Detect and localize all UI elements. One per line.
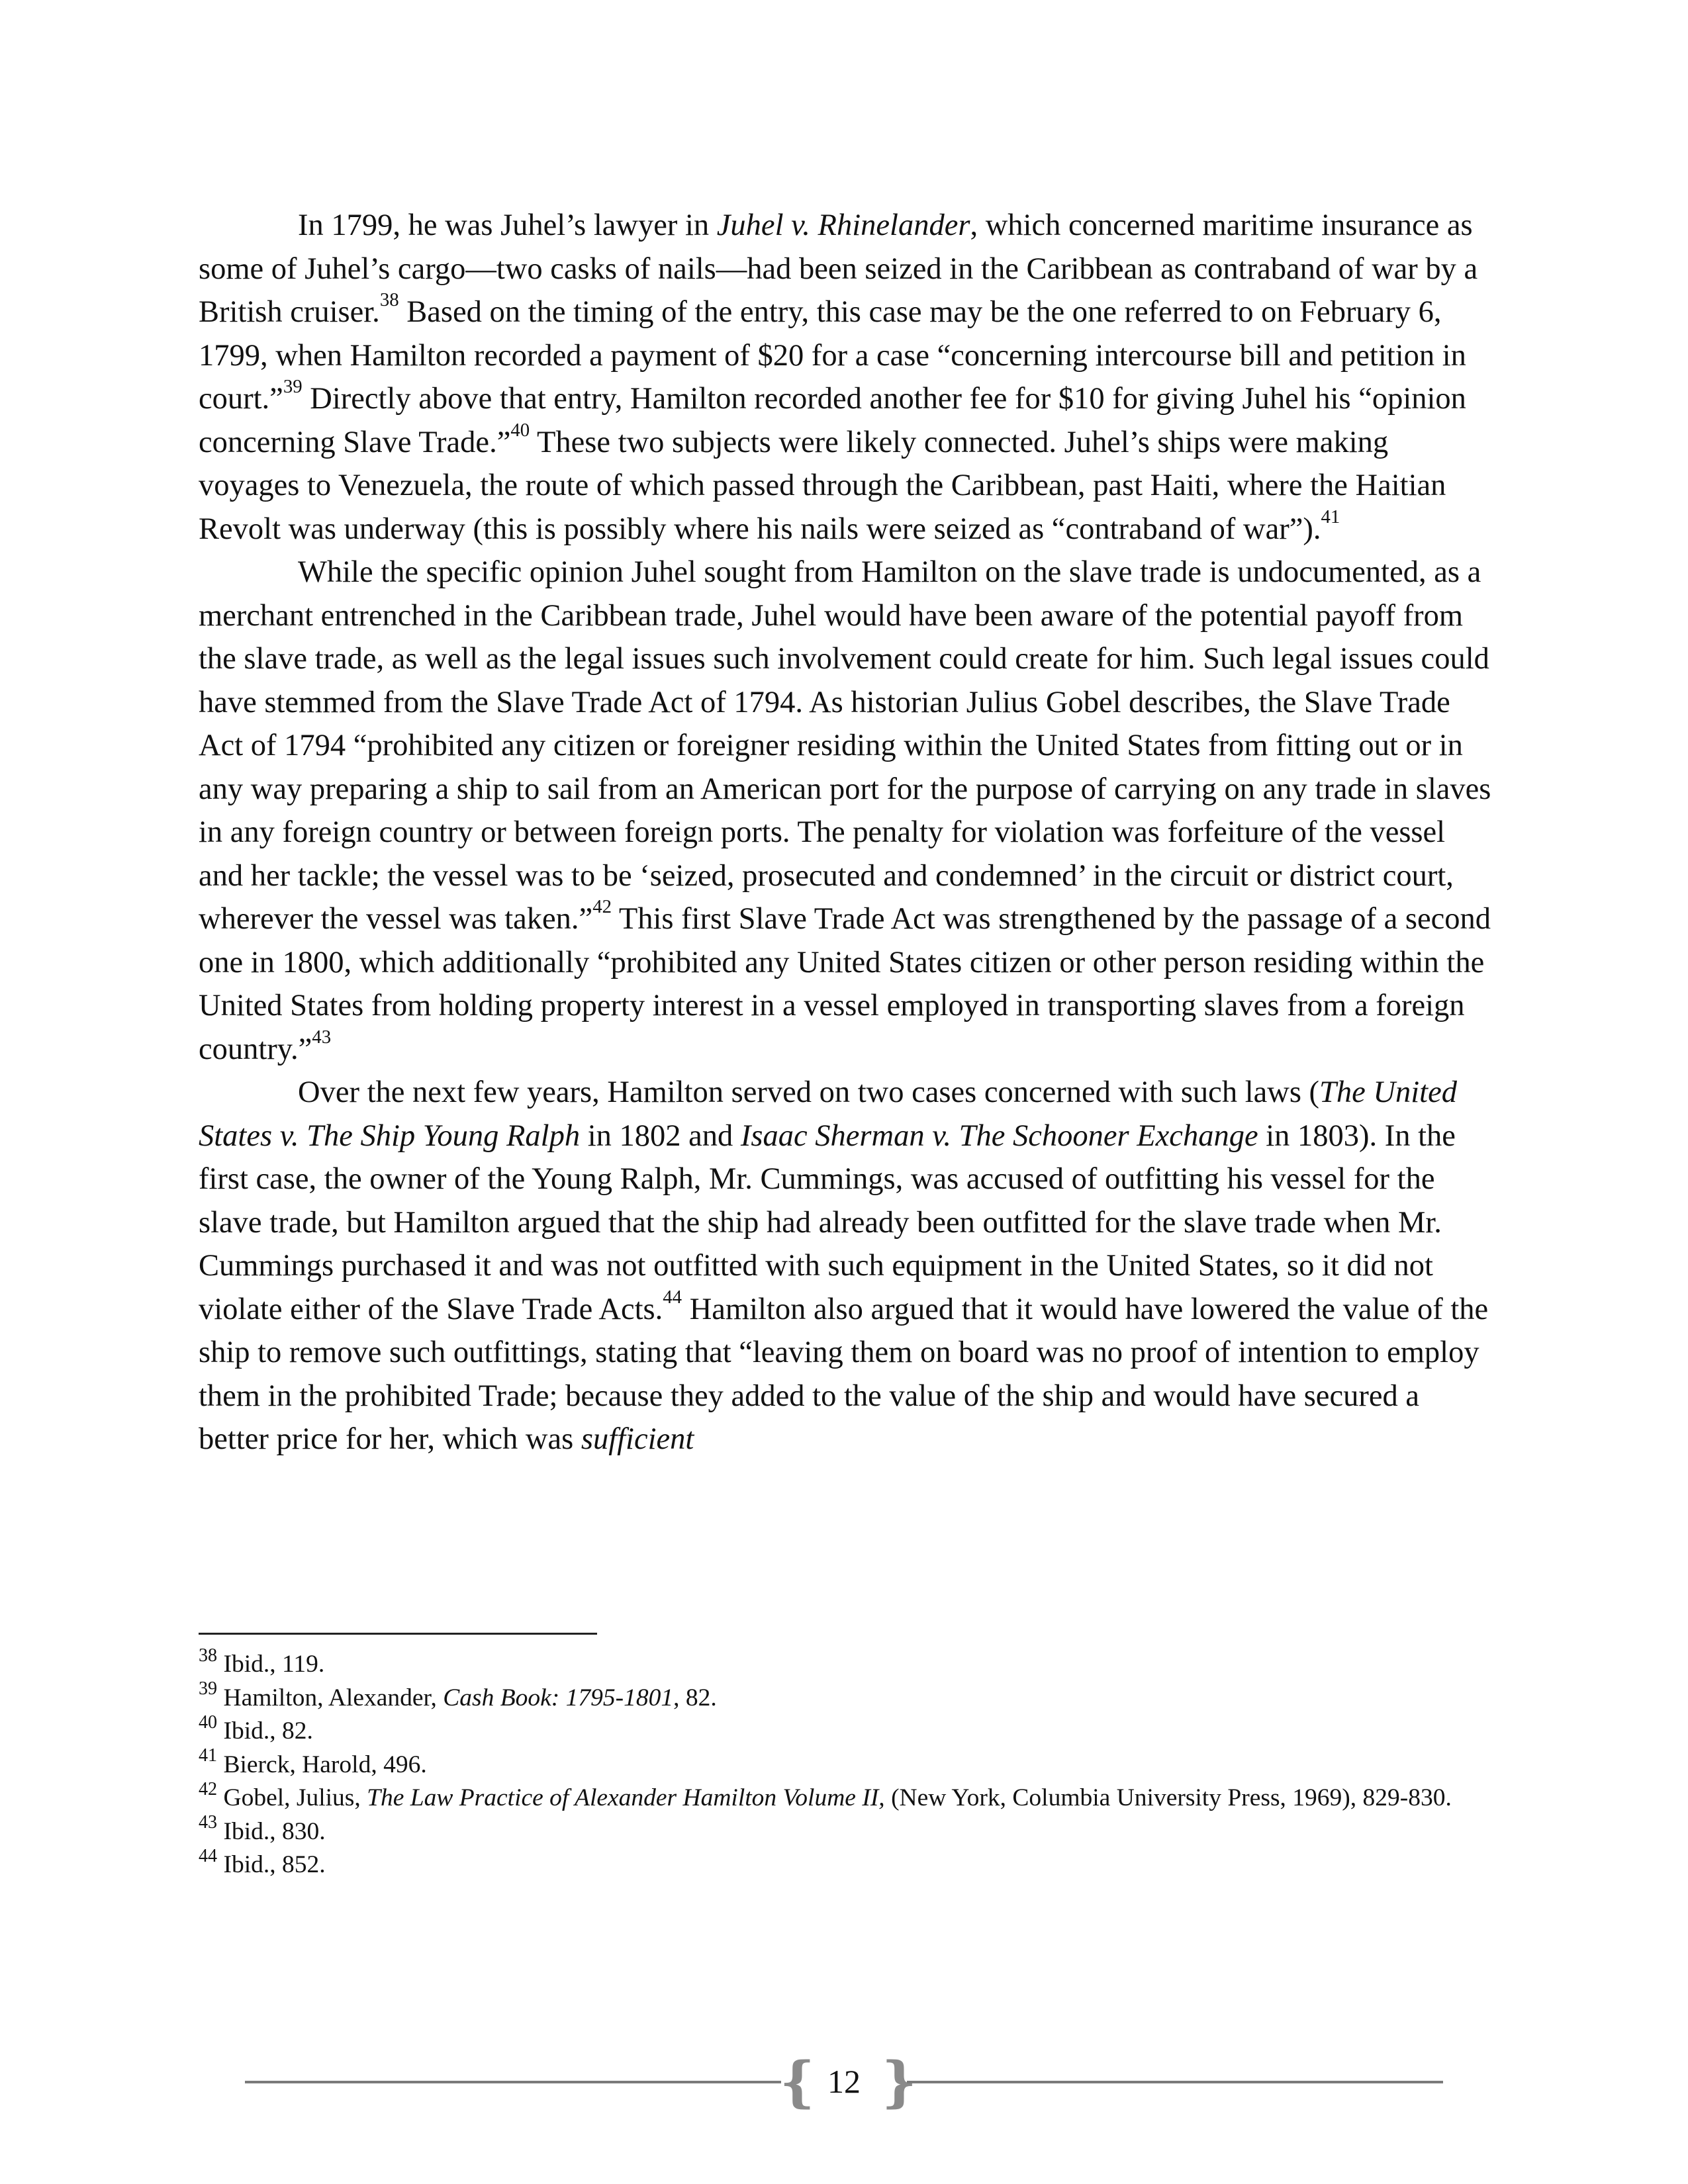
text-run: While the specific opinion Juhel sought from Hamilton on the slave trade is undocumented, as a merchant entrenched in the Caribbean trade, Juhel would have been aware of the potential payoff from the slave trade, as well as the legal issues such involvement could create for him. Such legal issues could have stemmed from the Slave Trade Act of 1794. As historian Julius Gobel describes, the Slave Trade Act of 1794 “prohibited any citizen or foreigner residing within the United States from fitting out or in any way preparing a ship to sail from an American port for the purpose of carrying on any trade in slaves in any foreign country or between foreign ports. The penalty for violation was forfeiture of the vessel and her tackle; the vessel was to be ‘seized, prosecuted and condemned’ in the circuit or district court, wherever the vessel was taken.” — [199, 555, 1491, 936]
text-run: Gobel, Julius, — [223, 1784, 367, 1811]
footnote — [199, 1678, 1496, 1715]
footnote — [199, 1778, 1496, 1815]
paragraph — [199, 551, 1496, 1071]
footnote-ref: 38 — [379, 289, 399, 311]
text-run: in 1802 and — [580, 1118, 741, 1153]
text-run: (New York, Columbia University Press, 1969), 829-830. — [884, 1784, 1452, 1811]
footnote-ref: 41 — [1321, 506, 1340, 527]
text-run: Directly above that entry, Hamilton recorded another fee for $10 for giving Juhel his “opinion concerning Slave Trade.” — [199, 382, 1466, 459]
footnote-separator — [199, 1633, 597, 1635]
footnote — [199, 1645, 1496, 1682]
page-footer — [245, 2050, 1443, 2114]
footnote-number: 41 — [199, 1745, 218, 1766]
italic-text: Cash Book: 1795-1801 — [443, 1684, 674, 1711]
text-run: Hamilton also argued that it would have lowered the value of the ship to remove such outfittings, stating that “leaving them on board was no proof of intention to employ them in the prohibited Trade; because they added to the value of the ship and would have secured a better price for her, which was — [199, 1292, 1489, 1456]
page-number: 12 — [827, 2063, 861, 2100]
left-brace-icon: { — [780, 2050, 815, 2114]
text-run: Ibid., 830. — [223, 1817, 326, 1845]
footnote — [199, 1845, 1496, 1882]
footer-rule-right — [907, 2081, 1443, 2083]
footnote-ref: 40 — [510, 419, 530, 441]
text-run: , 82. — [673, 1684, 717, 1711]
text-run: Bierck, Harold, 496. — [223, 1751, 427, 1778]
italic-text: The United States v. The Ship Young Ralph — [199, 1075, 1457, 1153]
footnote-ref: 42 — [592, 896, 612, 918]
text-run: Hamilton, Alexander, — [223, 1684, 444, 1711]
footnote-ref: 43 — [312, 1026, 332, 1048]
footnote — [199, 1711, 1496, 1749]
footnotes — [199, 1645, 1496, 1882]
italic-text: sufficient — [581, 1422, 694, 1456]
footer-rule-left — [245, 2081, 781, 2083]
footnote-number: 43 — [199, 1812, 218, 1833]
text-run: Ibid., 119. — [223, 1651, 325, 1678]
paragraph — [199, 204, 1496, 551]
text-run: in 1803). In the first case, the owner of the Young Ralph, Mr. Cummings, was accused of outfitting his vessel for the slave trade, but Hamilton argued that the ship had already been outfitted for the slave trade when Mr. Cummings purchased it and was not outfitted with such equipment in the United States, so it did not violate either of the Slave Trade Acts. — [199, 1118, 1456, 1326]
italic-text: Isaac Sherman v. The Schooner Exchange — [740, 1118, 1258, 1153]
footnote-number: 40 — [199, 1711, 218, 1733]
right-brace-icon: } — [882, 2050, 917, 2114]
italic-text: Juhel v. Rhinelander — [716, 208, 970, 242]
footnote-number: 38 — [199, 1645, 218, 1666]
text-run: In 1799, he was Juhel’s lawyer in — [298, 208, 717, 242]
paragraph — [199, 1071, 1496, 1461]
footnote — [199, 1745, 1496, 1782]
text-run: This first Slave Trade Act was strengthened by the passage of a second one in 1800, which additionally “prohibited any United States citizen or other person residing within the United States from holding property interest in a vessel employed in transporting slaves from a foreign country.” — [199, 902, 1491, 1066]
footnote-ref: 44 — [663, 1286, 682, 1308]
footnote — [199, 1812, 1496, 1849]
text-run: , which concerned maritime insurance as some of Juhel’s cargo—two casks of nails—had been seized in the Caribbean as contraband of war by a British cruiser. — [199, 208, 1478, 329]
body-text — [199, 204, 1496, 1461]
text-run: Ibid., 852. — [223, 1851, 326, 1878]
text-run: Ibid., 82. — [223, 1717, 313, 1745]
italic-text: The Law Practice of Alexander Hamilton Volume II, — [367, 1784, 885, 1811]
text-run: Based on the timing of the entry, this case may be the one referred to on February 6, 1799, when Hamilton recorded a payment of $20 for a case “concerning intercourse bill and petition in court.” — [199, 295, 1466, 416]
footnote-number: 44 — [199, 1845, 218, 1866]
text-run: Over the next few years, Hamilton served on two cases concerned with such laws ( — [298, 1075, 1320, 1109]
text-run: These two subjects were likely connected. Juhel’s ships were making voyages to Venezuela, the route of which passed through the Caribbean, past Haiti, where the Haitian Revolt was underway (this is possibly where his nails were seized as “contraband of war”). — [199, 425, 1446, 546]
footnote-ref: 39 — [283, 376, 303, 398]
footnote-number: 42 — [199, 1778, 218, 1799]
footnote-number: 39 — [199, 1678, 218, 1700]
